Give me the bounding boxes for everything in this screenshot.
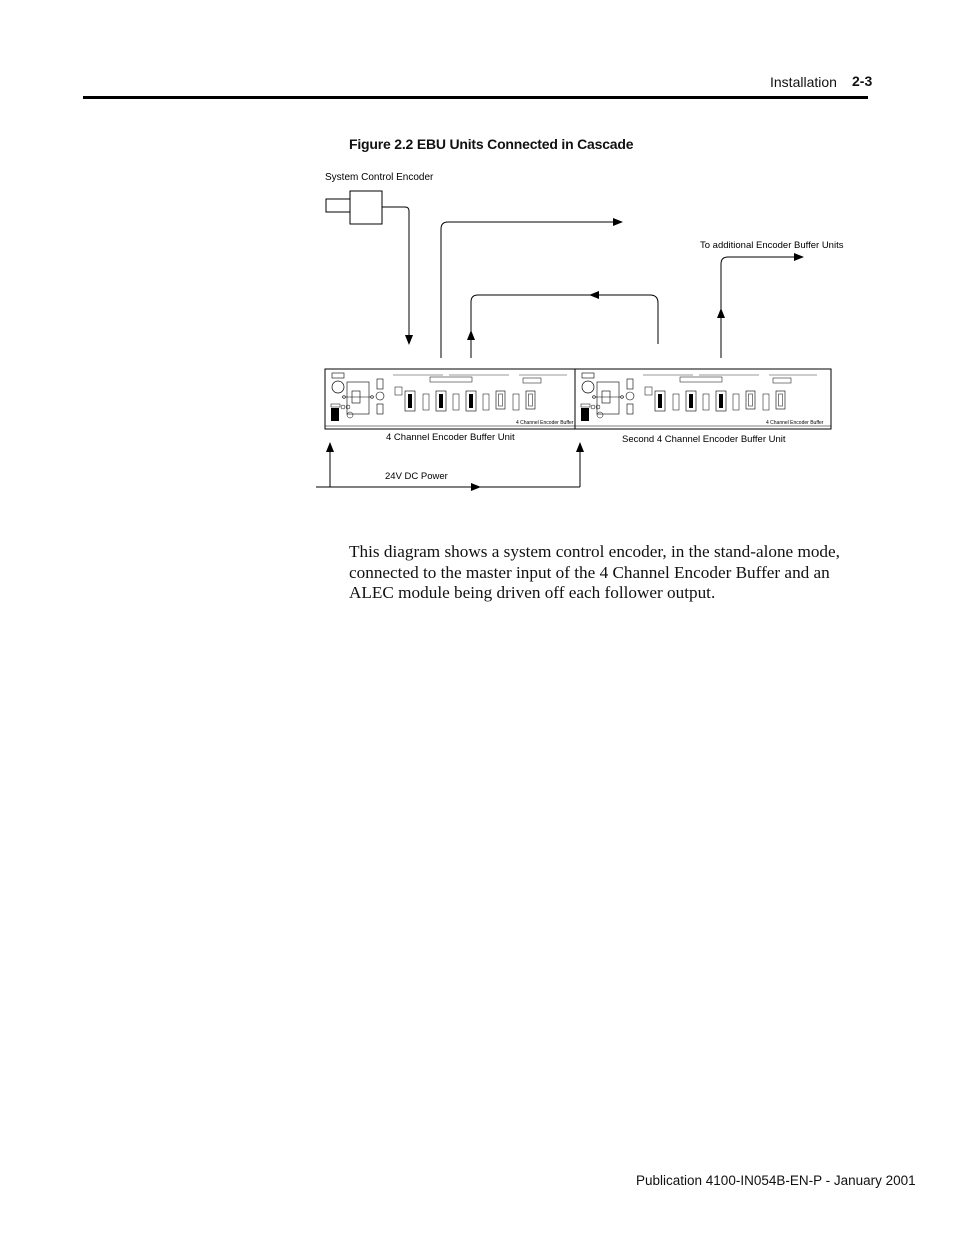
additional-units-label: To additional Encoder Buffer Units: [700, 240, 844, 251]
ebu-unit-2: [575, 369, 831, 429]
cascade-diagram: 4 Channel Encoder Buffer System Control Encoder To additional Encoder Buffer Units 4 Channel Encoder Buffer Unit Second 4 Channel Encoder Buffer Unit 24V DC Power: [191, 51, 844, 482]
header-section-title: Installation: [770, 74, 837, 90]
unit2-label: Second 4 Channel Encoder Buffer Unit: [622, 434, 786, 445]
header-page-number: 2-3: [852, 73, 873, 89]
body-paragraph: This diagram shows a system control encoder, in the stand-alone mode, connected to the master input of the 4 Channel Encoder Buffer and an ALEC module being driven off each follower output.: [349, 542, 840, 602]
footer-publication: Publication 4100-IN054B-EN-P - January 2001: [636, 1173, 916, 1188]
power-label: 24V DC Power: [385, 471, 448, 482]
ebu-unit-1: [325, 369, 581, 429]
encoder-label: System Control Encoder: [325, 172, 434, 183]
figure-caption: Figure 2.2 EBU Units Connected in Cascade: [349, 136, 634, 152]
unit1-label: 4 Channel Encoder Buffer Unit: [386, 432, 515, 443]
